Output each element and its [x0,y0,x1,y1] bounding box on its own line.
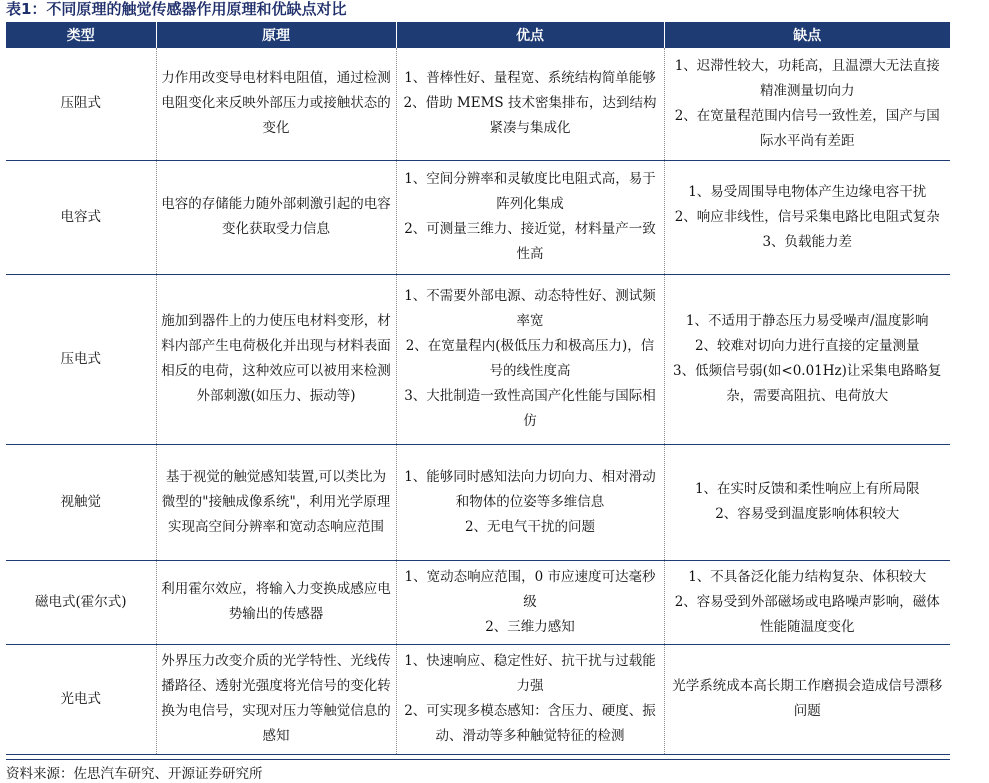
cell-pros [396,48,664,160]
bottom-rule [6,759,950,760]
pros-item: 1、不需要外部电源、动态特性好、测试频率宽 [404,288,656,329]
cons-item: 光学系统成本高长期工作磨损会造成信号漂移问题 [672,678,943,719]
cell-type: 视触觉 [6,444,156,560]
cell-pros [396,160,664,274]
cell-principle: 施加到器件上的力使压电材料变形，材料内部产生电荷极化并出现与材料表面相反的电荷，这种效应可以被用来检测外部刺激(如压力、振动等) [156,274,396,444]
cell-principle: 利用霍尔效应，将输入力变换成感应电势输出的传感器 [156,560,396,644]
cons-item: 1、不具备泛化能力结构复杂、体积较大 [688,568,927,585]
cell-type: 磁电式(霍尔式) [6,560,156,644]
table-row [6,560,950,644]
cons-item: 1、不适用于静态压力易受噪声/温度影响 [685,313,929,329]
cell-cons [664,644,950,754]
header-row [6,22,950,48]
pros-item: 1、宽动态响应范围，0 市应速度可达毫秒级 [404,568,656,610]
cell-cons [664,160,950,274]
header-principle: 原理 [156,22,396,48]
header-cons: 缺点 [664,22,950,48]
cell-pros [396,444,664,560]
cons-item: 2、较难对切向力进行直接的定量测量 [694,338,920,354]
cons-item: 2、在宽量程范围内信号一致性差，国产与国际水平尚有差距 [674,107,940,149]
cell-type: 电容式 [6,160,156,274]
cons-item: 3、负载能力差 [762,233,853,250]
cons-item: 1、在实时反馈和柔性响应上有所局限 [694,481,920,497]
cell-pros [396,560,664,644]
pros-item: 2、可测量三维力、接近觉，材料量产一致性高 [404,221,656,262]
cons-item: 2、容易受到外部磁场或电路噪声影响，磁体性能随温度变化 [674,593,940,635]
header-type: 类型 [6,22,156,48]
cell-cons [664,560,950,644]
pros-item: 2、无电气干扰的问题 [464,518,596,535]
cons-item: 1、易受周围导电物体产生边缘电容干扰 [688,183,927,200]
pros-item: 3、大批制造一致性高国产化性能与国际相仿 [404,388,656,429]
pros-item: 1、能够同时感知法向力切向力、相对滑动和物体的位姿等多维信息 [404,468,656,510]
cell-cons [664,48,950,160]
comparison-table [6,22,950,755]
table-row [6,48,950,160]
cell-pros [396,644,664,754]
cons-item: 3、低频信号弱(如<0.01Hz)让采集电路略复杂，需要高阻抗、电荷放大 [673,363,942,404]
cell-type: 光电式 [6,644,156,754]
cell-principle: 力作用改变导电材料电阻值，通过检测电阻变化来反映外部压力或接触状态的变化 [156,48,396,160]
table-row [6,644,950,754]
cell-pros [396,274,664,444]
cell-principle: 电容的存储能力随外部刺激引起的电容变化获取受力信息 [156,160,396,274]
pros-item: 2、在宽量程内(极低压力和极高压力)，信号的线性度高 [405,338,655,379]
source-note: 资料来源：佐思汽车研究、开源证券研究所 [6,766,263,782]
pros-item: 1、快速响应、稳定性好、抗干扰与过载能力强 [404,653,656,694]
cell-cons [664,274,950,444]
pros-item: 1、普棒性好、量程宽、系统结构简单能够 [404,70,656,87]
table-title: 表1：不同原理的触觉传感器作用原理和优缺点对比 [6,0,347,18]
pros-item: 2、三维力感知 [485,618,575,635]
table-row [6,274,950,444]
cell-type: 压阻式 [6,48,156,160]
cell-cons [664,444,950,560]
cell-principle: 外界压力改变介质的光学特性、光线传播路径、透射光强度将光信号的变化转换为电信号，实现对压力等触觉信息的感知 [156,644,396,754]
cons-item: 2、响应非线性，信号采集电路比电阻式复杂 [674,208,940,225]
table-row [6,160,950,274]
header-pros: 优点 [396,22,664,48]
cell-principle: 基于视觉的触觉感知装置,可以类比为微型的"接触成像系统"，利用光学原理实现高空间分辨率和宽动态响应范围 [156,444,396,560]
cell-type: 压电式 [6,274,156,444]
pros-item: 2、可实现多模态感知：含压力、硬度、振动、滑动等多种触觉特征的检测 [404,703,656,744]
cons-item: 2、容易受到温度影响体积较大 [715,506,900,522]
pros-item: 1、空间分辨率和灵敏度比电阻式高，易于阵列化集成 [404,171,656,212]
cons-item: 1、迟滞性较大，功耗高，且温漂大无法直接精准测量切向力 [674,57,940,99]
table-row [6,444,950,560]
pros-item: 2、借助 MEMS 技术密集排布，达到结构紧凑与集成化 [403,95,657,137]
